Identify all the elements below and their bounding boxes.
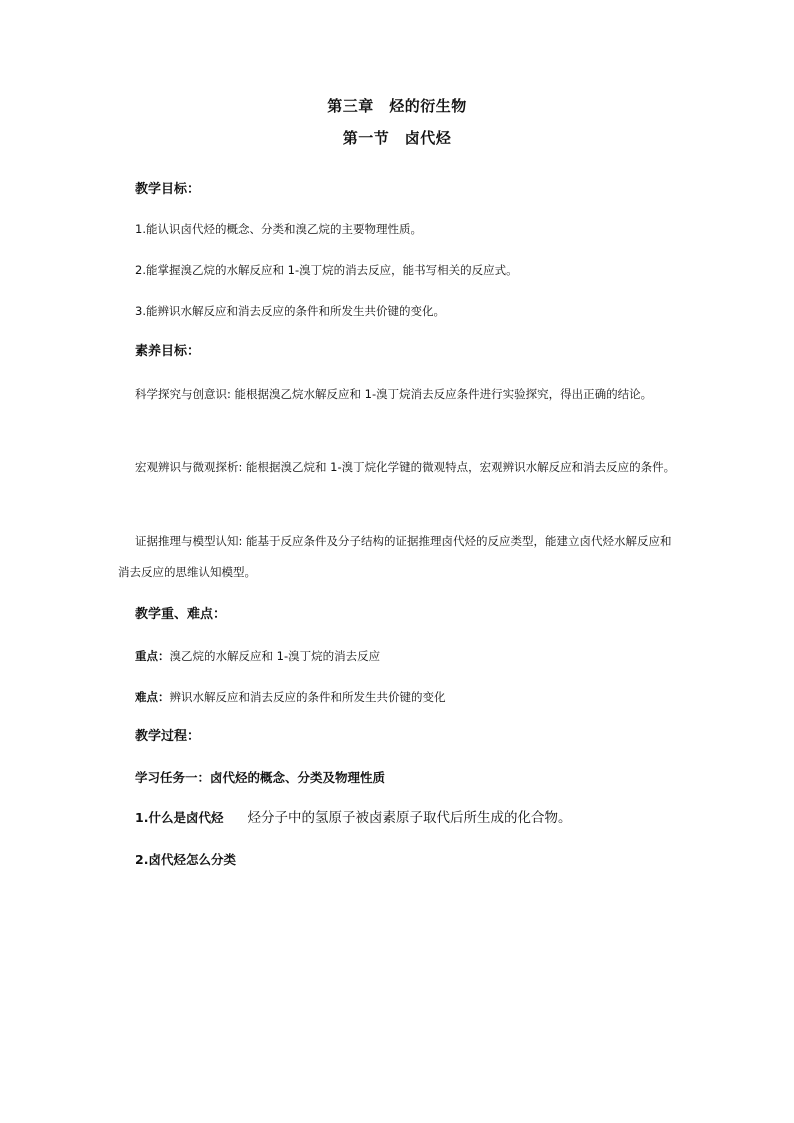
difficulty-text: 辨识水解反应和消去反应的条件和所发生共价键的变化 <box>169 690 446 704</box>
focus-text: 溴乙烷的水解反应和 1-溴丁烷的消去反应 <box>169 649 381 663</box>
question-1-line <box>135 809 571 827</box>
process-heading: 教学过程： <box>135 729 201 744</box>
question-2: 2.卤代烃怎么分类 <box>135 852 236 867</box>
teaching-goal-2: 2.能掌握溴乙烷的水解反应和 1-溴丁烷的消去反应，能书写相关的反应式。 <box>135 263 518 277</box>
section-title: 第一节 卤代烃 <box>342 129 452 147</box>
literacy-goal-2: 宏观辨识与微观探析: 能根据溴乙烷和 1-溴丁烷化学键的微观特点，宏观辨识水解反应和消去反应的条件。 <box>135 460 676 474</box>
teaching-goals-heading: 教学目标： <box>135 182 201 197</box>
literacy-goal-1: 科学探究与创意识: 能根据溴乙烷水解反应和 1-溴丁烷消去反应条件进行实验探究，得出正确的结论。 <box>135 387 653 401</box>
focus-line <box>135 647 380 665</box>
teaching-goal-1: 1.能认识卤代烃的概念、分类和溴乙烷的主要物理性质。 <box>135 222 422 236</box>
task-1-title: 学习任务一：卤代烃的概念、分类及物理性质 <box>135 770 386 785</box>
literacy-goals-heading: 素养目标： <box>135 344 201 359</box>
answer-1: 烃分子中的氢原子被卤素原子取代后所生成的化合物。 <box>247 810 572 826</box>
difficulty-label: 难点： <box>135 690 170 704</box>
question-1: 1.什么是卤代烃 <box>135 810 224 825</box>
focus-label: 重点： <box>135 649 170 663</box>
chapter-title: 第三章 烃的衍生物 <box>327 97 467 115</box>
key-points-heading: 教学重、难点： <box>135 607 227 622</box>
difficulty-line <box>135 688 446 706</box>
teaching-goal-3: 3.能辨识水解反应和消去反应的条件和所发生共价键的变化。 <box>135 304 445 318</box>
literacy-goal-3: 证据推理与模型认知: 能基于反应条件及分子结构的证据推理卤代烃的反应类型，能建立卤代烃水解反应和消去反应的思维认知模型。 <box>118 534 672 579</box>
